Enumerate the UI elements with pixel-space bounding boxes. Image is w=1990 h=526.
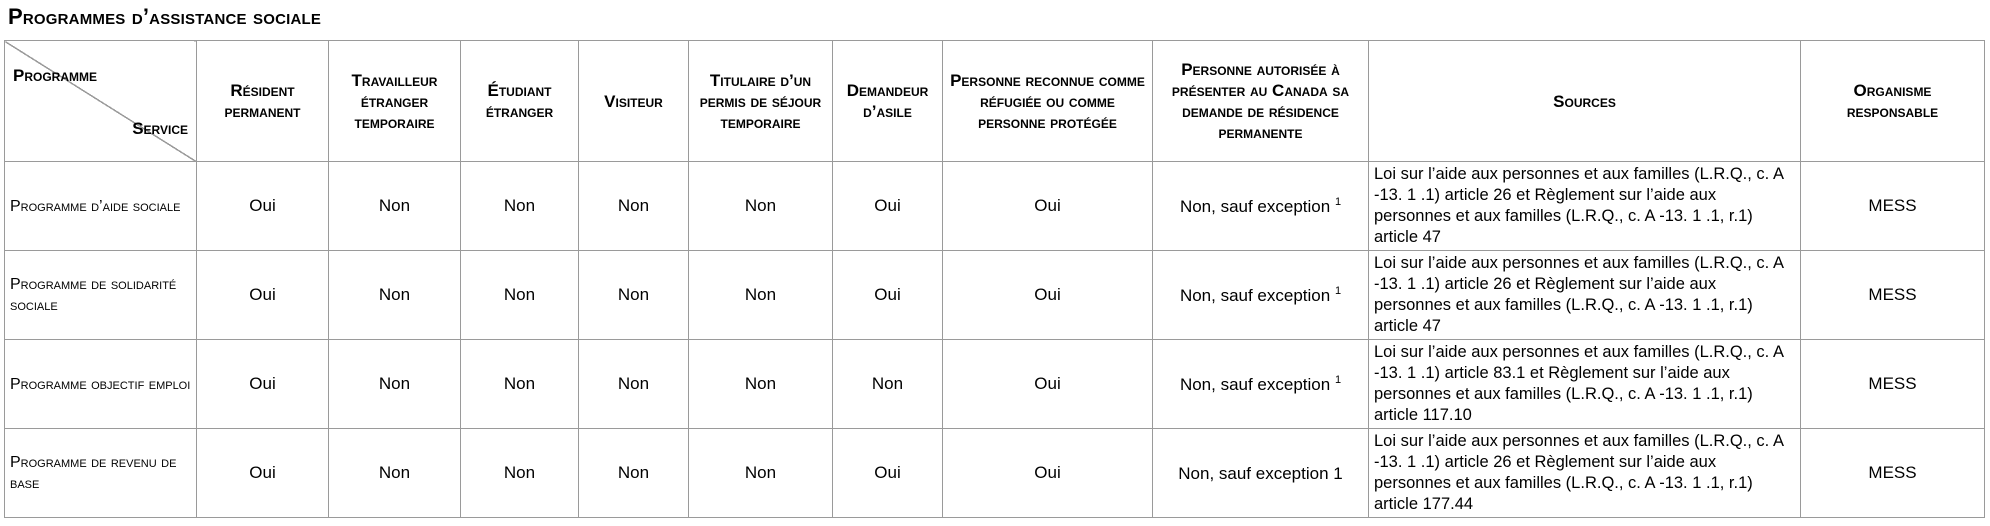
cell-value: Oui	[943, 162, 1153, 251]
organism-cell: MESS	[1801, 340, 1985, 429]
col-demandeur-asile: Demandeur d’asile	[833, 41, 943, 162]
cell-value: Non	[833, 340, 943, 429]
exception-text: Non, sauf exception	[1179, 285, 1331, 305]
source-text: Loi sur l’aide aux personnes et aux familles (L.R.Q., c. A -13. 1 .1) article 83.1 et Règlement sur l’aide aux personnes et aux familles (L.R.Q., c. A -13. 1 .1, r.1) article 117.10	[1369, 340, 1801, 429]
cell-value: Oui	[833, 162, 943, 251]
cell-value: Non	[461, 162, 579, 251]
cell-value: Non	[579, 340, 689, 429]
col-residence-permanente: Personne autorisée à présenter au Canada sa demande de résidence permanente	[1153, 41, 1369, 162]
cell-value: Oui	[833, 251, 943, 340]
exception-cell	[1153, 340, 1369, 429]
exception-cell	[1153, 429, 1369, 518]
footnote-marker: 1	[1334, 284, 1342, 297]
col-travailleur-etranger: Travailleur étranger temporaire	[329, 41, 461, 162]
program-name: Programme objectif emploi	[5, 340, 197, 429]
cell-value: Oui	[197, 162, 329, 251]
program-name: Programme de solidarité sociale	[5, 251, 197, 340]
cell-value: Non	[689, 162, 833, 251]
corner-service-label: Service	[132, 119, 188, 138]
cell-value: Oui	[833, 429, 943, 518]
organism-cell: MESS	[1801, 251, 1985, 340]
cell-value: Non	[579, 162, 689, 251]
source-text: Loi sur l’aide aux personnes et aux familles (L.R.Q., c. A -13. 1 .1) article 26 et Règlement sur l’aide aux personnes et aux familles (L.R.Q., c. A -13. 1 .1, r.1) article 47	[1369, 251, 1801, 340]
header-row	[5, 41, 1985, 162]
cell-value: Non	[329, 340, 461, 429]
exception-cell	[1153, 162, 1369, 251]
cell-value: Non	[689, 251, 833, 340]
cell-value: Non	[461, 429, 579, 518]
assistance-programs-table	[4, 40, 1985, 518]
exception-text: Non, sauf exception	[1179, 196, 1331, 216]
col-refugie-protege: Personne reconnue comme réfugiée ou comme personne protégée	[943, 41, 1153, 162]
corner-programme-label: Programme	[13, 66, 98, 85]
table-row	[5, 340, 1985, 429]
cell-value: Non	[689, 340, 833, 429]
program-name: Programme d’aide sociale	[5, 162, 197, 251]
col-resident-permanent: Résident permanent	[197, 41, 329, 162]
cell-value: Non	[329, 251, 461, 340]
cell-value: Non	[329, 162, 461, 251]
exception-cell	[1153, 251, 1369, 340]
page-title: Programmes d’assistance sociale	[8, 4, 322, 29]
table-row	[5, 251, 1985, 340]
table-row	[5, 429, 1985, 518]
organism-cell: MESS	[1801, 162, 1985, 251]
cell-value: Oui	[197, 429, 329, 518]
exception-text: Non, sauf exception	[1179, 374, 1331, 394]
exception-text: Non, sauf exception 1	[1178, 463, 1343, 483]
cell-value: Oui	[943, 251, 1153, 340]
program-name: Programme de revenu de base	[5, 429, 197, 518]
cell-value: Oui	[943, 429, 1153, 518]
source-text: Loi sur l’aide aux personnes et aux familles (L.R.Q., c. A -13. 1 .1) article 26 et Règlement sur l’aide aux personnes et aux familles (L.R.Q., c. A -13. 1 .1, r.1) article 47	[1369, 162, 1801, 251]
cell-value: Oui	[197, 340, 329, 429]
corner-header	[5, 41, 197, 162]
col-titulaire-permis: Titulaire d’un permis de séjour temporaire	[689, 41, 833, 162]
footnote-marker: 1	[1334, 373, 1342, 386]
cell-value: Oui	[197, 251, 329, 340]
cell-value: Non	[461, 251, 579, 340]
col-etudiant-etranger: Étudiant étranger	[461, 41, 579, 162]
organism-cell: MESS	[1801, 429, 1985, 518]
cell-value: Non	[329, 429, 461, 518]
footnote-marker: 1	[1334, 195, 1342, 208]
col-organisme: Organisme responsable	[1801, 41, 1985, 162]
cell-value: Non	[579, 251, 689, 340]
cell-value: Non	[461, 340, 579, 429]
cell-value: Non	[689, 429, 833, 518]
col-sources: Sources	[1369, 41, 1801, 162]
source-text: Loi sur l’aide aux personnes et aux familles (L.R.Q., c. A -13. 1 .1) article 26 et Règlement sur l’aide aux personnes et aux familles (L.R.Q., c. A -13. 1 .1, r.1) article 177.44	[1369, 429, 1801, 518]
table-row	[5, 162, 1985, 251]
col-visiteur: Visiteur	[579, 41, 689, 162]
cell-value: Non	[579, 429, 689, 518]
cell-value: Oui	[943, 340, 1153, 429]
